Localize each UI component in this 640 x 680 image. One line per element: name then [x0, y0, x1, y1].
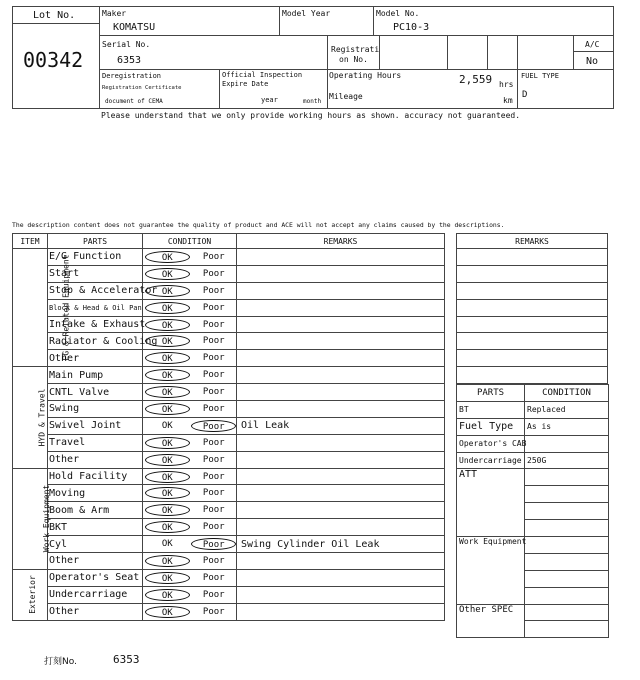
- ok-selected[interactable]: OK: [145, 606, 190, 618]
- parts-header: PARTS: [48, 234, 143, 249]
- checklist-row: [13, 502, 445, 519]
- ok-selected[interactable]: OK: [145, 285, 190, 297]
- poor-option[interactable]: Poor: [202, 370, 225, 381]
- remark-cell: [237, 451, 445, 468]
- checklist-row: [13, 468, 445, 485]
- condition-cell[interactable]: [143, 502, 237, 519]
- poor-option[interactable]: Poor: [202, 471, 225, 482]
- section-label: Exterior: [27, 575, 37, 615]
- rparts-condition-header: CONDITION: [525, 385, 609, 402]
- checklist-row: [13, 350, 445, 367]
- remark-cell: Oil Leak: [237, 417, 445, 434]
- condition-cell[interactable]: [143, 451, 237, 468]
- remark-cell: [237, 316, 445, 333]
- section-label-cell: [13, 468, 52, 569]
- maker-label: Maker: [102, 9, 127, 18]
- inspection-checklist: [12, 233, 445, 621]
- year-label: year: [261, 96, 278, 104]
- part-name: Operator's Seat: [48, 569, 143, 586]
- ok-selected[interactable]: OK: [145, 555, 190, 567]
- part-name: Other: [48, 603, 143, 620]
- poor-selected[interactable]: Poor: [191, 538, 236, 550]
- section-label: Work Equipment: [42, 485, 52, 553]
- condition-cell[interactable]: [143, 434, 237, 451]
- part-name: Stop & Accelerator: [48, 282, 143, 299]
- checklist-row: [13, 485, 445, 502]
- checklist-row: [13, 249, 445, 266]
- poor-option[interactable]: Poor: [202, 522, 225, 533]
- remark-cell: [237, 350, 445, 367]
- ok-selected[interactable]: OK: [145, 403, 190, 415]
- disclaimer: The description content does not guarantee the quality of product and ACE will not accept any claims caused by the descriptions.: [12, 221, 505, 229]
- remark-cell: [237, 384, 445, 401]
- condition-cell[interactable]: [143, 333, 237, 350]
- remark-cell: [237, 553, 445, 570]
- poor-option[interactable]: Poor: [202, 488, 225, 499]
- model-no-value: PC10-3: [393, 22, 430, 33]
- cema-label: document of CEMA: [105, 98, 163, 105]
- remark-cell: [237, 434, 445, 451]
- condition-cell[interactable]: [143, 384, 237, 401]
- other-spec-label: Other SPEC: [457, 604, 525, 638]
- part-name: Swivel Joint: [48, 417, 143, 434]
- stamp-label: 打刻No.: [44, 657, 77, 667]
- part-name: Block & Head & Oil Pan: [48, 299, 143, 316]
- poor-option[interactable]: Poor: [202, 555, 225, 566]
- part-name: Cyl: [48, 536, 143, 553]
- ac-value: No: [586, 56, 599, 67]
- rparts-part: BT: [457, 401, 525, 418]
- section-label: HYD & Travel: [37, 388, 47, 447]
- poor-option[interactable]: Poor: [202, 454, 225, 465]
- section-label: EG & Related Equipment: [61, 254, 71, 361]
- checklist-row: [13, 586, 445, 603]
- ok-selected[interactable]: OK: [145, 471, 190, 483]
- remark-cell: [237, 299, 445, 316]
- ok-selected[interactable]: OK: [145, 589, 190, 601]
- poor-option[interactable]: Poor: [202, 606, 225, 617]
- section-label-cell: [13, 569, 48, 620]
- ok-selected[interactable]: OK: [145, 268, 190, 280]
- ok-selected[interactable]: OK: [145, 335, 190, 347]
- extra-remark-cell: [457, 333, 608, 350]
- checklist-row: [13, 282, 445, 299]
- rparts-part: Fuel Type: [457, 418, 525, 435]
- part-name: Undercarriage: [48, 586, 143, 603]
- checklist-row: [13, 401, 445, 418]
- poor-option[interactable]: Poor: [202, 403, 225, 414]
- poor-option[interactable]: Poor: [202, 437, 225, 448]
- rparts-part: Undercarriage: [457, 452, 525, 469]
- remark-cell: [237, 367, 445, 384]
- condition-cell[interactable]: [143, 282, 237, 299]
- ok-selected[interactable]: OK: [145, 454, 190, 466]
- condition-cell[interactable]: [143, 468, 237, 485]
- hrs-unit: hrs: [499, 80, 514, 89]
- ok-selected[interactable]: OK: [145, 302, 190, 314]
- remark-cell: [237, 502, 445, 519]
- condition-cell[interactable]: [143, 401, 237, 418]
- part-name: Travel: [48, 434, 143, 451]
- part-name: Radiator & Cooling: [48, 333, 143, 350]
- part-name: Boom & Arm: [48, 502, 143, 519]
- deregistration-label: Deregistration: [102, 72, 162, 80]
- part-name: CNTL Valve: [48, 384, 143, 401]
- rparts-condition: 250G: [525, 452, 609, 469]
- part-name: Other: [48, 350, 143, 367]
- part-name: Swing: [48, 401, 143, 418]
- ok-selected[interactable]: OK: [145, 251, 190, 263]
- stamp-value: 6353: [113, 653, 140, 666]
- extra-remark-cell: [457, 299, 608, 316]
- att-label: ATT: [457, 469, 525, 537]
- ac-label: A/C: [585, 40, 600, 49]
- month-label: month: [303, 98, 322, 105]
- checklist-row: [13, 536, 445, 553]
- condition-cell[interactable]: [143, 265, 237, 282]
- reg-certificate-label: Registration Certificate: [102, 85, 182, 91]
- condition-cell[interactable]: [143, 586, 237, 603]
- checklist-row: [13, 333, 445, 350]
- remark-cell: [237, 519, 445, 536]
- extra-remark-cell: [457, 265, 608, 282]
- remarks-header: REMARKS: [237, 234, 445, 249]
- remark-cell: [237, 265, 445, 282]
- condition-cell[interactable]: [143, 417, 237, 434]
- checklist-row: [13, 299, 445, 316]
- part-name: Hold Facility: [48, 468, 143, 485]
- extra-remark-cell: [457, 282, 608, 299]
- poor-option[interactable]: Poor: [202, 572, 225, 583]
- extra-remarks-table: [456, 233, 608, 384]
- maker-value: KOMATSU: [113, 22, 156, 33]
- remark-cell: [237, 603, 445, 620]
- poor-option[interactable]: Poor: [202, 319, 225, 330]
- condition-cell[interactable]: [143, 536, 237, 553]
- condition-cell[interactable]: [143, 553, 237, 570]
- checklist-row: [13, 265, 445, 282]
- parts-condition-table: [456, 384, 609, 638]
- checklist-row: [13, 367, 445, 384]
- remark-cell: [237, 569, 445, 586]
- inspection-label: Official Inspection: [222, 71, 303, 79]
- rparts-part: Operator's CAB: [457, 435, 525, 452]
- checklist-row: [13, 553, 445, 570]
- ok-selected[interactable]: OK: [145, 386, 190, 398]
- checklist-row: [13, 569, 445, 586]
- serial-label: Serial No.: [102, 40, 151, 49]
- ok-option[interactable]: OK: [161, 420, 173, 431]
- checklist-row: [13, 417, 445, 434]
- ok-selected[interactable]: OK: [145, 437, 190, 449]
- condition-cell[interactable]: [143, 299, 237, 316]
- part-name: Other: [48, 553, 143, 570]
- poor-option[interactable]: Poor: [202, 353, 225, 364]
- ok-selected[interactable]: OK: [145, 352, 190, 364]
- lot-label: Lot No.: [33, 10, 76, 21]
- ok-selected[interactable]: OK: [145, 572, 190, 584]
- condition-cell[interactable]: [143, 350, 237, 367]
- work-equipment-label: Work Equipment: [457, 537, 525, 605]
- section-label-cell: [13, 367, 48, 468]
- ok-selected[interactable]: OK: [145, 504, 190, 516]
- poor-option[interactable]: Poor: [202, 302, 225, 313]
- registration-label: Registrati: [331, 45, 380, 54]
- condition-cell[interactable]: [143, 519, 237, 536]
- extra-remark-cell: [457, 350, 608, 367]
- item-header: ITEM: [13, 234, 48, 249]
- condition-cell[interactable]: [143, 569, 237, 586]
- rparts-condition: Replaced: [525, 401, 609, 418]
- part-name: Intake & Exhaust: [48, 316, 143, 333]
- poor-option[interactable]: Poor: [202, 251, 225, 262]
- checklist-row: [13, 384, 445, 401]
- remark-cell: [237, 586, 445, 603]
- model-year-label: Model Year: [282, 9, 331, 18]
- serial-value: 6353: [117, 55, 142, 66]
- condition-cell[interactable]: [143, 249, 237, 266]
- remark-cell: [237, 468, 445, 485]
- registration-label-2: on No.: [339, 55, 368, 64]
- rparts-condition: [525, 435, 609, 452]
- fuel-type-label: FUEL TYPE: [521, 72, 559, 80]
- vehicle-info-header: [12, 6, 614, 109]
- operating-hours-label: Operating Hours: [329, 71, 402, 80]
- ok-selected[interactable]: OK: [145, 487, 190, 499]
- rparts-condition: As is: [525, 418, 609, 435]
- checklist-row: [13, 519, 445, 536]
- ok-selected[interactable]: OK: [145, 521, 190, 533]
- mileage-label: Mileage: [329, 92, 363, 101]
- poor-option[interactable]: Poor: [202, 336, 225, 347]
- poor-option[interactable]: Poor: [202, 589, 225, 600]
- operating-hours-value: 2,559: [459, 73, 493, 86]
- extra-remark-cell: [457, 316, 608, 333]
- part-name: E/G Function: [48, 249, 143, 266]
- poor-selected[interactable]: Poor: [191, 420, 236, 432]
- checklist-row: [13, 451, 445, 468]
- hours-note: Please understand that we only provide working hours as shown. accuracy not guaranteed.: [101, 111, 521, 120]
- remark-cell: [237, 282, 445, 299]
- condition-cell[interactable]: [143, 316, 237, 333]
- checklist-row: [13, 316, 445, 333]
- poor-option[interactable]: Poor: [202, 505, 225, 516]
- km-unit: km: [503, 96, 513, 105]
- ok-option[interactable]: OK: [161, 539, 173, 550]
- poor-option[interactable]: Poor: [202, 285, 225, 296]
- condition-cell[interactable]: [143, 603, 237, 620]
- remark-cell: [237, 401, 445, 418]
- ok-selected[interactable]: OK: [145, 319, 190, 331]
- rparts-parts-header: PARTS: [457, 385, 525, 402]
- condition-cell[interactable]: [143, 485, 237, 502]
- lot-number: 00342: [23, 48, 84, 72]
- ok-selected[interactable]: OK: [145, 369, 190, 381]
- condition-cell[interactable]: [143, 367, 237, 384]
- inspection-label-2: Expire Date: [222, 80, 269, 88]
- poor-option[interactable]: Poor: [202, 268, 225, 279]
- checklist-row: [13, 603, 445, 620]
- poor-option[interactable]: Poor: [202, 387, 225, 398]
- condition-header: CONDITION: [143, 234, 237, 249]
- extra-remark-cell: [457, 367, 608, 384]
- part-name: BKT: [48, 519, 143, 536]
- fuel-type-value: D: [522, 90, 528, 100]
- checklist-row: [13, 434, 445, 451]
- remark-cell: [237, 333, 445, 350]
- part-name: Start: [48, 265, 143, 282]
- remark-cell: [237, 249, 445, 266]
- extra-remark-cell: [457, 249, 608, 266]
- part-name: Moving: [48, 485, 143, 502]
- remark-cell: Swing Cylinder Oil Leak: [237, 536, 445, 553]
- remark-cell: [237, 485, 445, 502]
- part-name: Main Pump: [48, 367, 143, 384]
- extra-remarks-header: REMARKS: [457, 234, 608, 249]
- part-name: Other: [48, 451, 143, 468]
- model-no-label: Model No.: [376, 9, 420, 18]
